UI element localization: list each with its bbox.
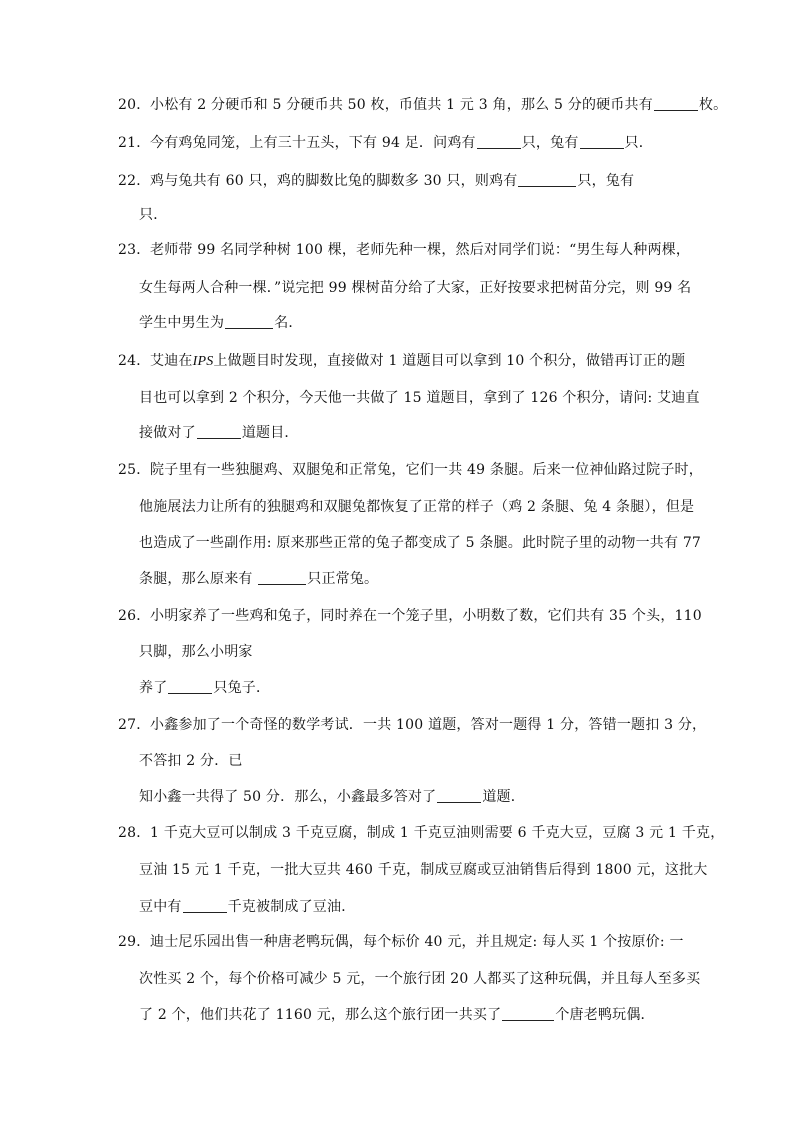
- question-29-line-2: [139, 969, 700, 989]
- question-22-continued: [139, 205, 167, 225]
- question-text: 迪士尼乐园出售一种唐老鸭玩偶，每个标价 40 元，并且规定: 每人买 1 个按原价: 一: [150, 934, 684, 950]
- question-text: 知小鑫一共得了 50 分．那么，小鑫最多答对了: [139, 789, 437, 805]
- question-text: 只兔子．: [213, 680, 271, 696]
- question-26-line-2: [139, 642, 253, 662]
- ips-term: IPS: [192, 354, 214, 369]
- question-text: 院子里有一些独腿鸡、双腿兔和正常兔，它们一共 49 条腿。后来一位神仙路过院子时，: [150, 462, 703, 478]
- question-23: [118, 240, 690, 260]
- question-24: [118, 351, 685, 372]
- question-number: 25．: [118, 462, 151, 478]
- question-text: 次性买 2 个，每个价格可减少 5 元，一个旅行团 20 人都买了这种玩偶，并且每人至多买: [139, 971, 701, 987]
- question-text: 条腿，那么原来有: [139, 571, 258, 587]
- question-text: 不答扣 2 分．已: [139, 753, 243, 769]
- question-text: 鸡与兔共有 60 只，鸡的脚数比兔的脚数多 30 只，则鸡有: [150, 173, 518, 189]
- question-text: 道题．: [482, 789, 525, 805]
- question-text: 千克被制成了豆油．: [227, 899, 356, 915]
- question-text: 目也可以拿到 2 个积分，今天他一共做了 15 道题目，拿到了 126 个积分，请问: 艾迪直: [139, 390, 700, 406]
- question-text: 个唐老鸭玩偶．: [555, 1007, 655, 1023]
- question-text: 上做题目时发现，直接做对 1 道题目可以拿到 10 个积分，做错再订正的题: [213, 353, 686, 369]
- question-number: 20．: [118, 97, 151, 113]
- question-21: [118, 133, 653, 153]
- question-number: 24．: [118, 353, 151, 369]
- answer-blank[interactable]: [580, 134, 624, 149]
- question-25-line-4: [139, 569, 378, 589]
- answer-blank[interactable]: [654, 96, 698, 111]
- answer-blank[interactable]: [168, 679, 212, 694]
- question-text: 小松有 2 分硬币和 5 分硬币共 50 枚，币值共 1 元 3 角，那么 5 分的硬币共有: [150, 97, 653, 113]
- question-22: [118, 171, 634, 191]
- question-28: [118, 823, 724, 843]
- question-26-line-3: [139, 678, 270, 698]
- question-text: 枚。: [698, 97, 728, 113]
- question-text: 他施展法力让所有的独腿鸡和双腿兔都恢复了正常的样子（鸡 2 条腿、兔 4 条腿），但是: [139, 499, 695, 515]
- question-text: 小鑫参加了一个奇怪的数学考试．一共 100 道题，答对一题得 1 分，答错一题扣 3 分，: [150, 717, 707, 733]
- answer-blank[interactable]: [502, 1006, 554, 1021]
- question-25: [118, 460, 703, 480]
- question-27-line-2: [139, 751, 243, 771]
- question-text: 只．: [139, 207, 168, 223]
- question-text: 老师带 99 名同学种树 100 棵，老师先种一棵，然后对同学们说：“男生每人种两棵，: [150, 242, 691, 258]
- question-27: [118, 715, 706, 735]
- question-28-line-3: [139, 897, 355, 917]
- question-number: 28．: [118, 825, 151, 841]
- question-27-line-3: [139, 787, 525, 807]
- question-text: 只，兔有: [521, 135, 579, 151]
- question-number: 26．: [118, 608, 151, 624]
- question-text: 了 2 个，他们共花了 1160 元，那么这个旅行团一共买了: [139, 1007, 502, 1023]
- answer-blank[interactable]: [518, 172, 576, 187]
- question-text: 艾迪在: [150, 353, 193, 369]
- answer-blank[interactable]: [477, 134, 521, 149]
- question-text: 学生中男生为: [139, 315, 225, 331]
- question-number: 29．: [118, 934, 151, 950]
- question-23-line-3: [139, 313, 303, 333]
- question-text: 也造成了一些副作用: 原来那些正常的兔子都变成了 5 条腿。此时院子里的动物一共有 77: [139, 535, 702, 551]
- question-text: 只脚，那么小明家: [139, 644, 253, 660]
- answer-blank[interactable]: [197, 424, 241, 439]
- question-number: 27．: [118, 717, 151, 733]
- question-text: 只．: [624, 135, 653, 151]
- question-text: 只正常兔。: [307, 571, 379, 587]
- question-number: 22．: [118, 173, 151, 189]
- question-text: 女生每两人合种一棵．”说完把 99 棵树苗分给了大家，正好按要求把树苗分完，则 99 名: [139, 280, 692, 296]
- question-26: [118, 606, 702, 626]
- question-text: 小明家养了一些鸡和兔子，同时养在一个笼子里，小明数了数，它们共有 35 个头，110: [150, 608, 702, 624]
- question-24-line-3: [139, 423, 299, 443]
- question-20: [118, 95, 727, 115]
- question-number: 21．: [118, 135, 151, 151]
- question-25-line-3: [139, 533, 701, 553]
- answer-blank[interactable]: [437, 788, 481, 803]
- question-29-line-3: [139, 1005, 655, 1025]
- answer-blank[interactable]: [225, 314, 273, 329]
- question-text: 今有鸡兔同笼，上有三十五头，下有 94 足．问鸡有: [150, 135, 476, 151]
- question-number: 23．: [118, 242, 151, 258]
- answer-blank[interactable]: [258, 570, 306, 585]
- answer-blank[interactable]: [183, 898, 227, 913]
- question-24-line-2: [139, 388, 700, 408]
- question-28-line-2: [139, 860, 707, 880]
- question-text: 道题目．: [241, 425, 299, 441]
- question-text: 接做对了: [139, 425, 196, 441]
- question-29: [118, 932, 684, 952]
- question-text: 1 千克大豆可以制成 3 千克豆腐，制成 1 千克豆油则需要 6 千克大豆，豆腐 3 元 1 千克，: [150, 825, 725, 841]
- question-23-line-2: [139, 278, 691, 298]
- question-text: 豆中有: [139, 899, 182, 915]
- question-text: 豆油 15 元 1 千克，一批大豆共 460 千克，制成豆腐或豆油销售后得到 1800 元，这批大: [139, 862, 708, 878]
- question-text: 养了: [139, 680, 168, 696]
- question-text: 只，兔有: [577, 173, 635, 189]
- question-text: 名．: [274, 315, 303, 331]
- question-25-line-2: [139, 497, 694, 517]
